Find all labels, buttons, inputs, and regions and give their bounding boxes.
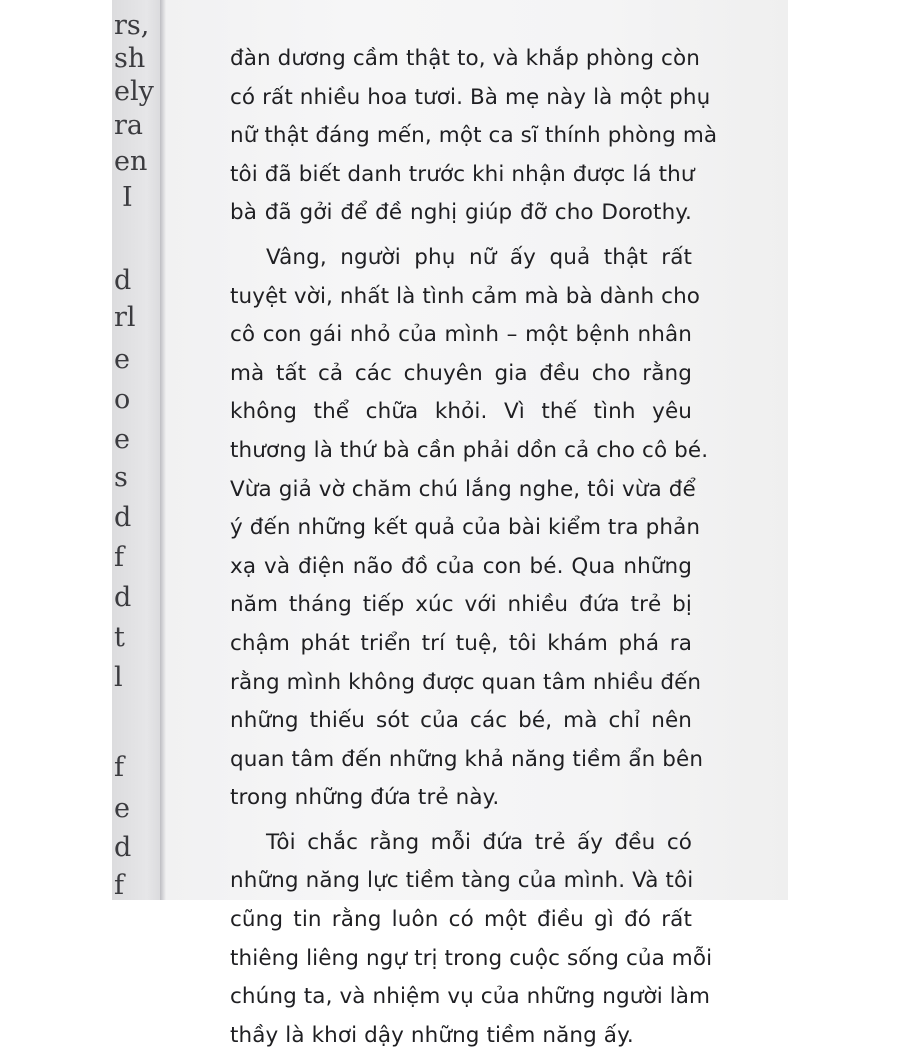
paragraph xyxy=(230,824,713,1055)
left-page-fragment: d xyxy=(114,832,132,863)
text-line: có rất nhiều hoa tươi. Bà mẹ này là một phụ xyxy=(230,84,711,110)
text-line: đàn dương cầm thật to, và khắp phòng còn xyxy=(230,46,700,71)
text-line: Tôi chắc rằng mỗi đứa trẻ ấy đều có xyxy=(266,829,692,855)
left-page-fragment: t xyxy=(114,622,125,653)
paragraph xyxy=(230,40,718,233)
left-page-fragment: ely xyxy=(114,76,154,107)
text-line: bà đã gởi để đề nghị giúp đỡ cho Dorothy. xyxy=(230,200,692,226)
text-line: trong những đứa trẻ này. xyxy=(230,785,500,811)
text-line: Vừa giả vờ chăm chú lắng nghe, tôi vừa để xyxy=(230,476,696,502)
left-page-fragment: en xyxy=(114,146,148,177)
text-line: rằng mình không được quan tâm nhiều đến xyxy=(230,669,702,695)
text-line: tuyệt vời, nhất là tình cảm mà bà dành cho xyxy=(230,283,701,309)
text-line: thương là thứ bà cần phải dồn cả cho cô bé. xyxy=(230,437,709,463)
left-page-fragment: e xyxy=(114,793,130,824)
text-line: cô con gái nhỏ của mình – một bệnh nhân xyxy=(230,322,692,348)
left-page-fragment: d xyxy=(114,582,132,613)
left-page-fragment: f xyxy=(114,542,124,573)
left-page-fragment: rl xyxy=(114,302,136,333)
text-line: chậm phát triển trí tuệ, tôi khám phá ra xyxy=(230,630,692,656)
text-line: mà tất cả các chuyên gia đều cho rằng xyxy=(230,360,692,386)
left-page-fragment: rs, xyxy=(114,10,150,41)
left-page-fragment: e xyxy=(114,344,130,375)
background xyxy=(788,0,900,900)
left-page-fragment: d xyxy=(114,502,132,533)
text-line: tôi đã biết danh trước khi nhận được lá thư xyxy=(230,161,695,187)
text-line: chúng ta, và nhiệm vụ của những người làm xyxy=(230,984,711,1010)
left-page-fragment: d xyxy=(114,265,132,296)
left-page-fragment: o xyxy=(114,384,131,415)
left-page-fragment: f xyxy=(114,870,124,901)
left-page-fragment: ra xyxy=(114,110,144,141)
page-text xyxy=(230,40,718,1055)
left-page-fragment: f xyxy=(114,752,124,783)
paragraph xyxy=(230,239,709,818)
text-line: cũng tin rằng luôn có một điều gì đó rất xyxy=(230,907,692,933)
left-page-fragment: I xyxy=(122,182,133,213)
text-line: xạ và điện não đồ của con bé. Qua những xyxy=(230,553,692,579)
text-line: những năng lực tiềm tàng của mình. Và tôi xyxy=(230,868,694,894)
left-page-fragment: l xyxy=(114,662,123,693)
left-page-fragment: sh xyxy=(114,43,146,74)
text-line: ý đến những kết quả của bài kiểm tra phản xyxy=(230,515,701,541)
text-line: những thiếu sót của các bé, mà chỉ nên xyxy=(230,708,692,734)
text-line: nữ thật đáng mến, một ca sĩ thính phòng mà xyxy=(230,123,718,149)
text-line: Vâng, người phụ nữ ấy quả thật rất xyxy=(266,244,692,270)
left-page-fragment: s xyxy=(114,462,128,493)
left-page-fragment: e xyxy=(114,424,130,455)
text-line: không thể chữa khỏi. Vì thế tình yêu xyxy=(230,399,692,425)
text-line: thiêng liêng ngự trị trong cuộc sống của mỗi xyxy=(230,945,713,971)
text-line: năm tháng tiếp xúc với nhiều đứa trẻ bị xyxy=(230,592,692,618)
text-line: quan tâm đến những khả năng tiềm ẩn bên xyxy=(230,746,704,772)
text-line: thầy là khơi dậy những tiềm năng ấy. xyxy=(230,1022,634,1048)
